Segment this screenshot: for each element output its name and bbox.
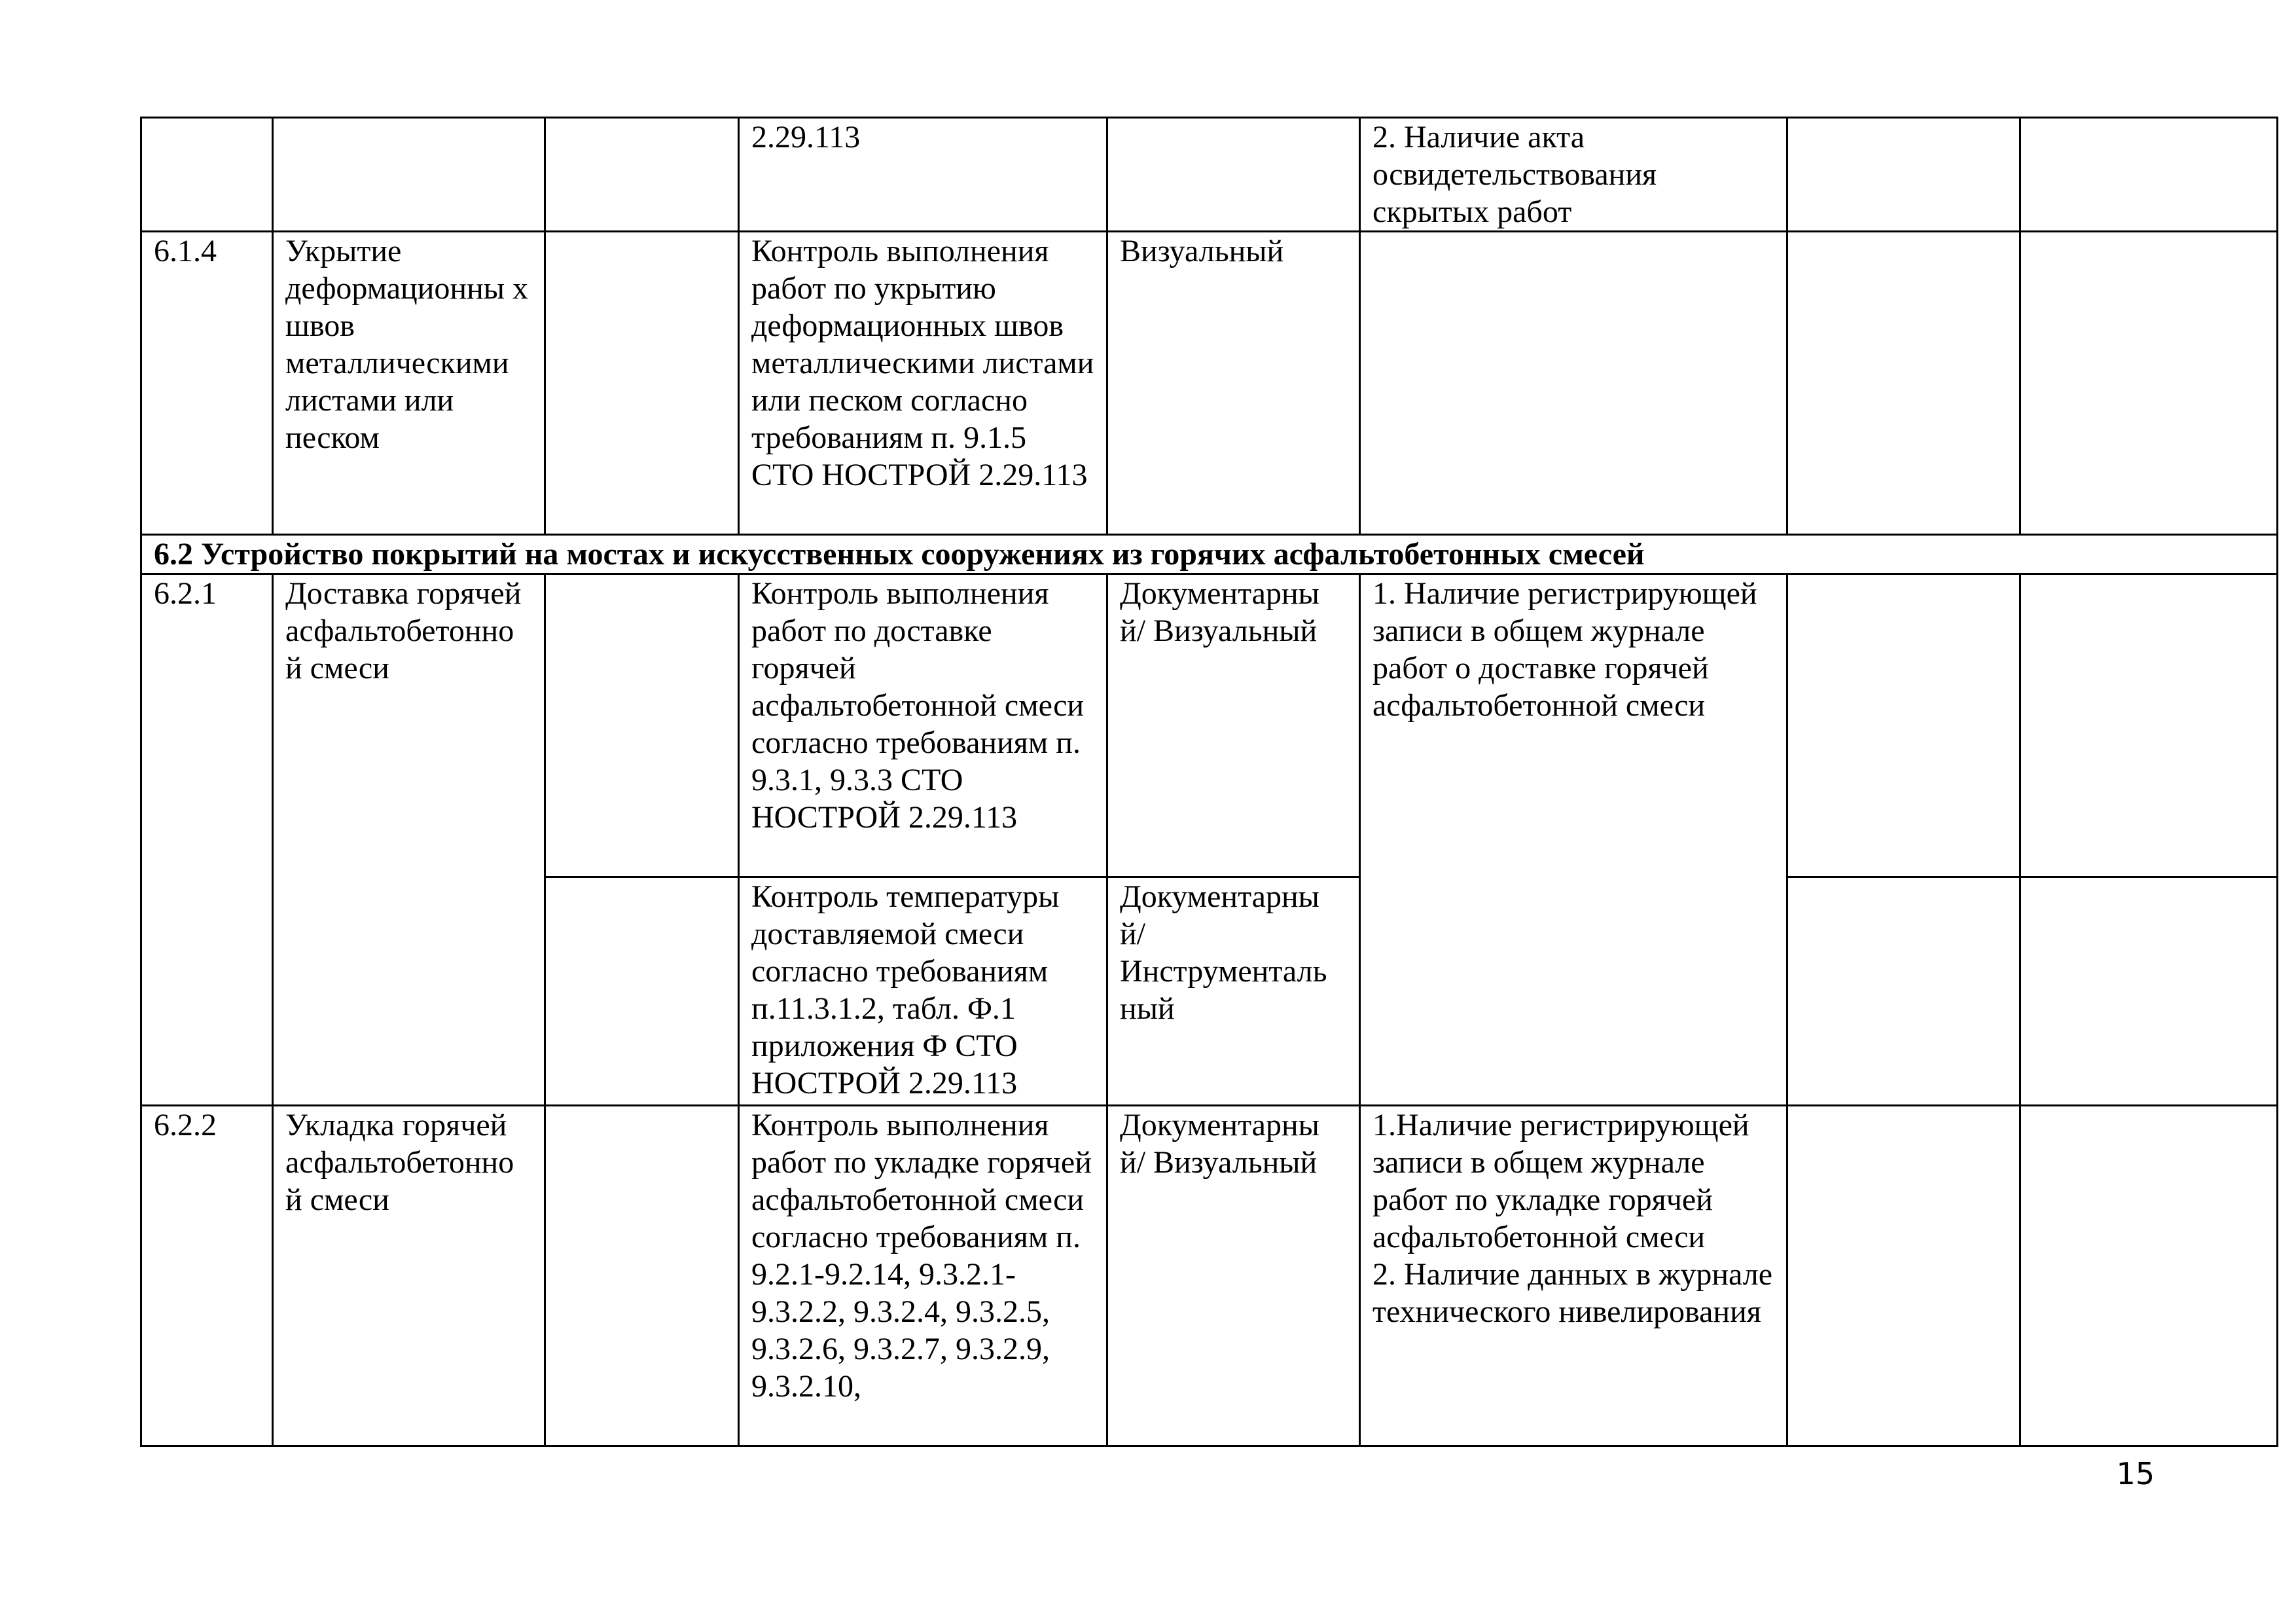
section-title: 6.2 Устройство покрытий на мостах и искусственных сооружениях из горячих асфальтобетонных смесей bbox=[141, 535, 2278, 574]
item-number-cell bbox=[141, 118, 273, 232]
empty-cell bbox=[545, 877, 739, 1106]
empty-cell bbox=[1787, 877, 2020, 1106]
control-text-cell: Контроль выполнения работ по укладке горячей асфальтобетонной смеси согласно требованиям п. 9.2.1-9.2.14, 9.3.2.1-9.3.2.2, 9.3.2.4, 9.3.2.5, 9.3.2.6, 9.3.2.7, 9.3.2.9, 9.3.2.10, bbox=[739, 1106, 1107, 1446]
empty-cell bbox=[1787, 1106, 2020, 1446]
table-row bbox=[141, 574, 2278, 877]
documents-cell bbox=[1360, 232, 1787, 535]
control-text-cell: 2.29.113 bbox=[739, 118, 1107, 232]
empty-cell bbox=[545, 118, 739, 232]
control-text-cell: Контроль выполнения работ по укрытию деформационных швов металлическими листами или песком согласно требованиям п. 9.1.5 СТО НОСТРОЙ 2.29.113 bbox=[739, 232, 1107, 535]
method-cell bbox=[1107, 118, 1360, 232]
empty-cell bbox=[1787, 232, 2020, 535]
table-row bbox=[141, 232, 2278, 535]
empty-cell bbox=[2020, 232, 2278, 535]
item-number-cell: 6.1.4 bbox=[141, 232, 273, 535]
empty-cell bbox=[545, 1106, 739, 1446]
method-cell: Документарны й/ Инструменталь ный bbox=[1107, 877, 1360, 1106]
work-name-cell bbox=[273, 118, 545, 232]
empty-cell bbox=[2020, 1106, 2278, 1446]
method-cell: Визуальный bbox=[1107, 232, 1360, 535]
page-number: 15 bbox=[2116, 1456, 2155, 1491]
documents-cell: 1.Наличие регистрирующей записи в общем журнале работ по укладке горячей асфальтобетонной смеси 2. Наличие данных в журнале технического нивелирования bbox=[1360, 1106, 1787, 1446]
empty-cell bbox=[545, 574, 739, 877]
method-cell: Документарны й/ Визуальный bbox=[1107, 1106, 1360, 1446]
section-header-row bbox=[141, 535, 2278, 574]
work-name-cell: Доставка горячей асфальтобетонно й смеси bbox=[273, 574, 545, 1106]
method-cell: Документарны й/ Визуальный bbox=[1107, 574, 1360, 877]
table-row bbox=[141, 118, 2278, 232]
documents-cell: 1. Наличие регистрирующей записи в общем журнале работ о доставке горячей асфальтобетонной смеси bbox=[1360, 574, 1787, 1106]
control-text-cell: Контроль температуры доставляемой смеси согласно требованиям п.11.3.1.2, табл. Ф.1 приложения Ф СТО НОСТРОЙ 2.29.113 bbox=[739, 877, 1107, 1106]
empty-cell bbox=[545, 232, 739, 535]
table-row bbox=[141, 1106, 2278, 1446]
empty-cell bbox=[1787, 118, 2020, 232]
empty-cell bbox=[2020, 574, 2278, 877]
documents-cell: 2. Наличие акта освидетельствования скрытых работ bbox=[1360, 118, 1787, 232]
inspection-table bbox=[140, 117, 2278, 1447]
empty-cell bbox=[2020, 877, 2278, 1106]
control-text-cell: Контроль выполнения работ по доставке горячей асфальтобетонной смеси согласно требованиям п. 9.3.1, 9.3.3 СТО НОСТРОЙ 2.29.113 bbox=[739, 574, 1107, 877]
item-number-cell: 6.2.1 bbox=[141, 574, 273, 1106]
work-name-cell: Укладка горячей асфальтобетонно й смеси bbox=[273, 1106, 545, 1446]
work-name-cell: Укрытие деформационны х швов металлическими листами или песком bbox=[273, 232, 545, 535]
empty-cell bbox=[1787, 574, 2020, 877]
empty-cell bbox=[2020, 118, 2278, 232]
item-number-cell: 6.2.2 bbox=[141, 1106, 273, 1446]
